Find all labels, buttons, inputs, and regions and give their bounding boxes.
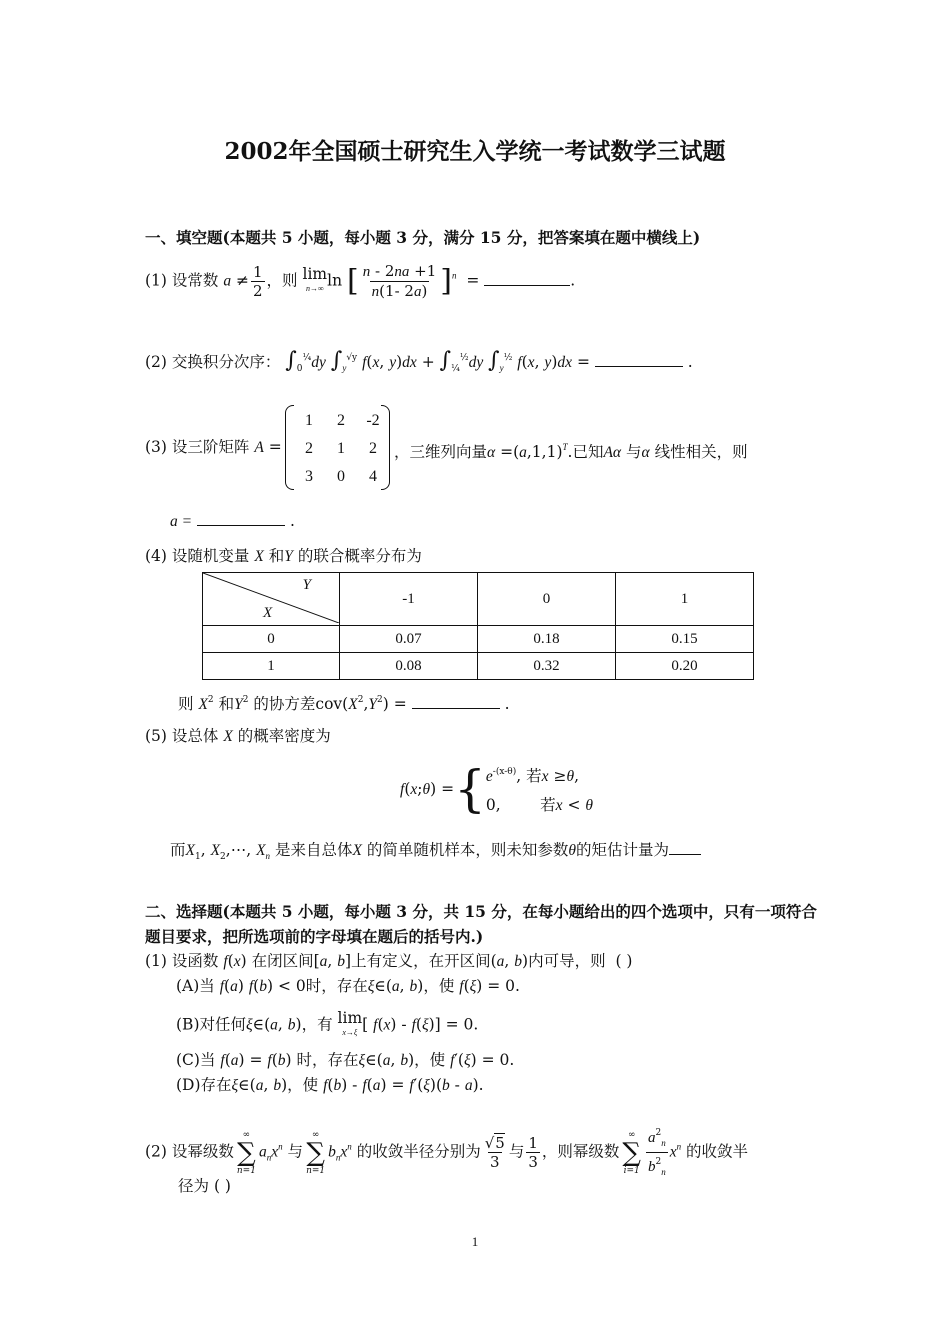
question-1-3-cont: ，三维列向量$\alpha =(a,1,1)^T$.已知Aα 与α 线性相关，则 — [394, 442, 748, 461]
question-2-2: (2) 设幂级数 ∞ ∑ n=1 $a_nx^n$ 与 ∞ ∑ n=1 $b_nx^n$ 的收敛半径分别为 $\frac{√5}{3}$ 与 $\frac{1}{3}$ ，则幂级数 ∞ ∑ i=1 $\frac{a^2_n}{b^2_n}$ $x^n$ 的收敛半 — [145, 1124, 748, 1181]
matrix-cell: -2 — [366, 412, 380, 429]
matrix-cell: 1 — [337, 440, 345, 457]
matrix-cell: 3 — [305, 468, 313, 485]
question-1-3: (3) 设三阶矩阵 A = — [145, 438, 282, 456]
option-a: (A)当 f(a) f(b) < 0时，存在ξ∈(a, b)，使 f(ξ) = 0. — [176, 977, 520, 995]
question-2-1: (1) 设函数 f(x) 在闭区间[a, b]上有定义，在开区间(a, b)内可导，则 ( ) — [145, 952, 633, 970]
table-cell: 0 — [203, 626, 340, 653]
table-cell: 0.20 — [616, 653, 754, 680]
question-1-5: (5) 设总体 X 的概率密度为 — [145, 727, 331, 745]
col-var-label: Y — [302, 577, 311, 593]
matrix-cell: 0 — [337, 468, 345, 485]
joint-distribution-table — [202, 572, 754, 680]
table-corner — [203, 573, 340, 626]
table-row — [203, 626, 754, 653]
option-b: (B)对任何ξ∈(a, b)，有 lim x→ξ [ f(x) - f(ξ)] = 0. — [176, 1009, 479, 1037]
table-cell: 0.07 — [340, 626, 478, 653]
question-1-2: (2) 交换积分次序： $\int_0^{\frac{1}{4}}dy$ $\int_y^{√y}$ f(x, $y)dx + \int_{\frac{1}{4}}^{\frac{1}{2}}dy$ $\int_y^{\frac{1}{2}}$ f(x, y)dx = . — [145, 348, 693, 374]
question-2-2-cont: 径为 ( ) — [178, 1177, 231, 1195]
page-title: 2002年全国硕士研究生入学统一考试数学三试题 — [224, 138, 726, 165]
option-c: (C)当 f(a) = f(b) 时，存在ξ∈(a, b)，使 f′(ξ) = 0. — [176, 1051, 515, 1069]
question-1-5-sample: 而$X_1$, $X_2,\cdots$, $X_n$ 是来自总体X 的简单随机样本，则未知参数θ的矩估计量为 — [170, 840, 701, 867]
row-var-label: X — [263, 605, 273, 621]
question-1-1: (1) 设常数 a ≠ $\frac{1}{2}$ ，则 lim n→∞ ln [ $\frac{n - 2na +1}{n(1- 2a)}$ ]$^n$ = . — [145, 262, 576, 300]
matrix-a — [285, 405, 390, 488]
table-cell: 1 — [203, 653, 340, 680]
table-cell: 0.15 — [616, 626, 754, 653]
matrix-cell: 2 — [337, 412, 345, 429]
table-row — [203, 653, 754, 680]
density-function: f(x;θ) $=\{e^{-(x-\theta)}$, 若x ≥θ, 0, 若x < θ — [400, 760, 593, 818]
matrix-cell: 2 — [369, 440, 377, 457]
section1-heading: 一、填空题(本题共 5 小题，每小题 3 分，满分 15 分，把答案填在题中横线上) — [145, 228, 701, 247]
question-1-4: (4) 设随机变量 X 和Y 的联合概率分布为 — [145, 547, 422, 565]
question-1-4-cov: 则 $X^2$ 和$Y^2$ 的协方差$cov(X^2,Y^2)$ = . — [178, 695, 510, 713]
table-header: 0 — [478, 573, 616, 626]
table-cell: 0.32 — [478, 653, 616, 680]
section2-heading: 二、选择题(本题共 5 小题，每小题 3 分，共 15 分，在每小题给出的四个选项中，只有一项符合 — [145, 902, 817, 921]
matrix-cell: 4 — [369, 468, 377, 485]
table-header: 1 — [616, 573, 754, 626]
option-d: (D)存在ξ∈(a, b)，使 f(b) - f(a) = f′(ξ)(b - a). — [176, 1076, 484, 1094]
matrix-cell: 1 — [305, 412, 313, 429]
table-cell: 0.08 — [340, 653, 478, 680]
table-cell: 0.18 — [478, 626, 616, 653]
page-number: 1 — [471, 1234, 479, 1249]
matrix-cell: 2 — [305, 440, 313, 457]
question-1-3-answer: a = . — [170, 512, 295, 530]
section2-heading-cont: 题目要求，把所选项前的字母填在题后的括号内.) — [145, 927, 484, 946]
table-header: -1 — [340, 573, 478, 626]
